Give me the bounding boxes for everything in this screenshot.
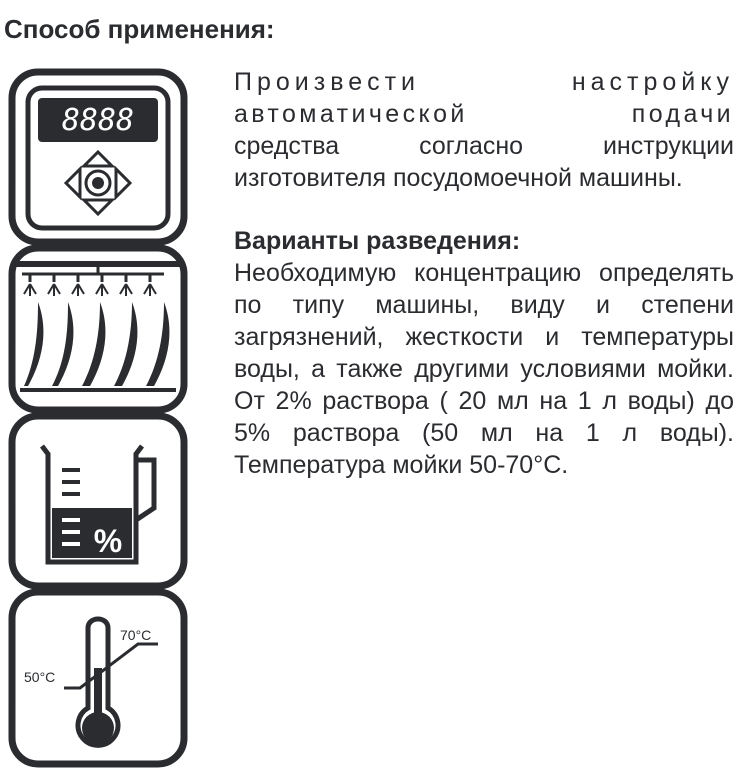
temp-high-label: 70°C bbox=[120, 627, 152, 643]
page-title: Способ применения: bbox=[4, 14, 275, 44]
usage-icons-strip bbox=[8, 68, 188, 770]
percent-sign: % bbox=[93, 523, 123, 559]
dilution-paragraph: Необходимую концентрацию определять по типу машины, виду и степени загрязнений, жесткости и температуры воды, а также другими условиями мойки. От 2% раствора ( 20 мл на 1 л воды) до 5% раствора (50 мл на 1 л воды). Температура мойки 50-70°С. bbox=[234, 259, 734, 479]
dilution-heading: Варианты разведения: bbox=[234, 227, 521, 255]
control-panel-icon bbox=[12, 72, 184, 242]
thermometer-icon bbox=[12, 592, 184, 764]
instructions-text bbox=[234, 66, 734, 481]
dpad-icon bbox=[66, 152, 130, 214]
setup-line-2: автоматической подачи bbox=[234, 100, 734, 128]
measuring-jug-icon bbox=[12, 416, 184, 586]
temp-low-label: 50°C bbox=[24, 669, 56, 685]
setup-rest: средства согласно инструкции изготовителя посудомоечной машины. bbox=[234, 132, 734, 192]
setup-line-1: Произвести настройку bbox=[234, 68, 734, 96]
setup-paragraph bbox=[234, 66, 734, 194]
display-digits: 8888 bbox=[61, 103, 135, 138]
dishwasher-spray-icon bbox=[12, 248, 184, 410]
